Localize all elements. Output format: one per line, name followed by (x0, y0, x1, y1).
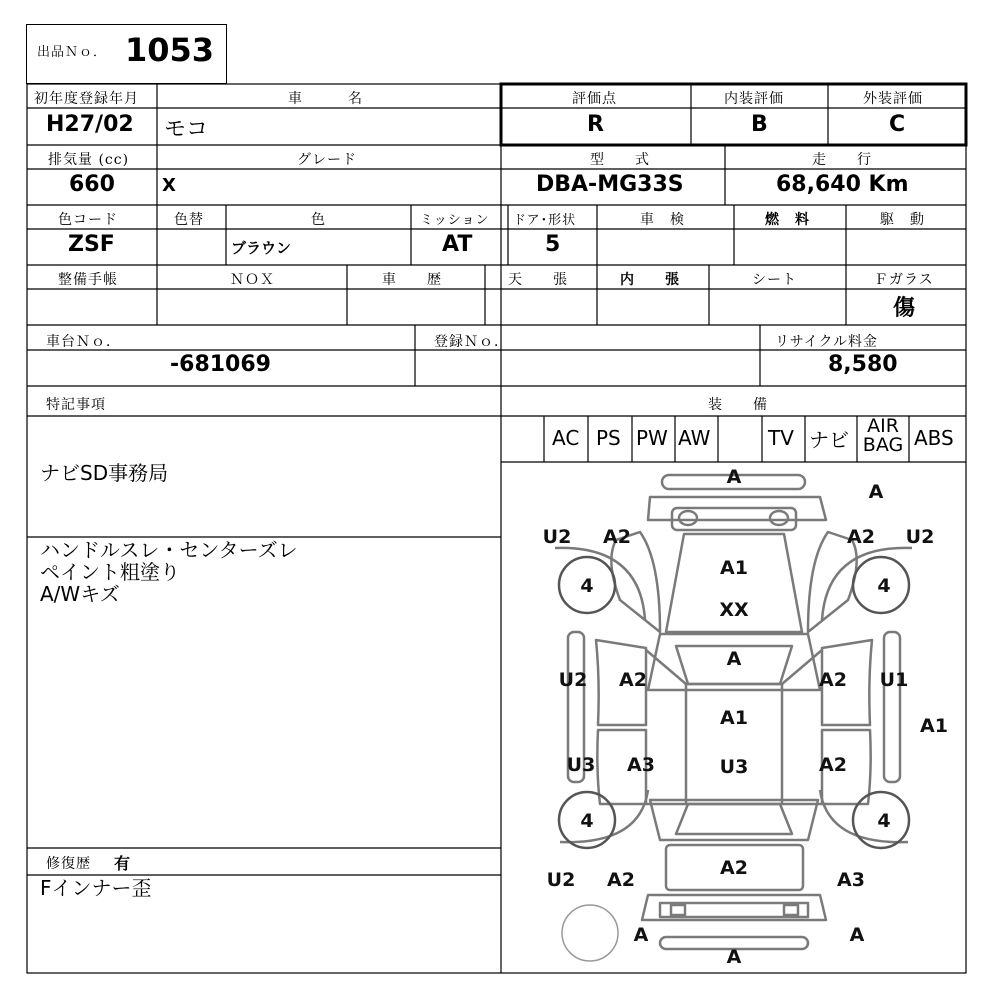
mark-rr-door-a: A2 (819, 754, 847, 776)
equipment-aw: AW (678, 426, 711, 450)
repair-label: 修復歴 (46, 856, 91, 872)
mark-rear-u: U2 (546, 869, 576, 891)
mark-rear-a: A2 (607, 869, 635, 891)
notes-line-2: ペイント粗塗り (40, 560, 180, 584)
exterior-value: C (889, 112, 906, 137)
recycle-label: リサイクル料金 (775, 334, 879, 350)
mark-fl-tire: 4 (580, 575, 594, 597)
inspection-label: 車 検 (640, 212, 685, 228)
mark-hood-a: A1 (720, 557, 748, 579)
mark-trunk: A2 (720, 857, 748, 879)
maintenance-label: 整備手帳 (58, 272, 118, 288)
door-label: ドア･形状 (513, 213, 577, 228)
repair-note: Fインナー歪 (40, 876, 152, 900)
lot-number: 1053 (125, 31, 215, 69)
color-code-label: 色コード (58, 212, 118, 228)
mark-roof: A1 (720, 707, 748, 729)
mark-roof-u: U3 (719, 756, 749, 778)
recycle-value: 8,580 (828, 352, 898, 377)
mark-rear-left: A (633, 924, 649, 946)
chassis-value: -681069 (170, 352, 271, 377)
seat-label: シート (752, 272, 797, 288)
equipment-ac: AC (552, 426, 580, 450)
mark-rr-quarter: A3 (837, 869, 865, 891)
notes-label: 特記事項 (46, 397, 106, 413)
mileage-value: 68,640 Km (776, 172, 909, 197)
drive-label: 駆 動 (880, 212, 925, 228)
repair-value: 有 (114, 854, 131, 873)
car-name-value: モコ (164, 117, 209, 142)
score-value: R (587, 112, 604, 137)
equipment-tv: TV (768, 426, 794, 450)
notes-line-1: ハンドルスレ・センターズレ (40, 538, 298, 562)
mark-fr-door-u: U1 (879, 669, 909, 691)
equipment-pw: PW (636, 426, 668, 450)
color-code-value: ZSF (68, 232, 115, 257)
mark-rear-bottom: A (726, 946, 742, 968)
fglass-label: Ｆガラス (874, 272, 934, 288)
fglass-value: 傷 (893, 295, 916, 321)
lot-label: 出品Ｎｏ． (37, 45, 108, 60)
interior-trim-label: 内 張 (620, 272, 680, 288)
mark-rl-door-a: A3 (627, 754, 655, 776)
equipment-abs: ABS (914, 426, 954, 450)
notes-line1: ナビSD事務局 (40, 461, 169, 485)
chassis-label: 車台Ｎｏ． (46, 334, 121, 350)
mark-fr-tire: 4 (877, 575, 891, 597)
mark-fl-fender-u: U2 (542, 526, 572, 548)
reg-year-label: 初年度登録年月 (34, 91, 139, 107)
color-value: ブラウン (231, 239, 292, 257)
mark-fr-fender-a: A2 (847, 526, 875, 548)
mark-windshield: A (726, 648, 742, 670)
mark-hood-x: XX (719, 599, 749, 621)
grade-value: X (162, 175, 176, 196)
mission-value: AT (442, 232, 473, 257)
mark-right-side: A1 (920, 715, 948, 737)
exterior-label: 外装評価 (863, 91, 923, 107)
color-change-label: 色替 (174, 212, 204, 228)
mission-label: ミッション (420, 213, 490, 228)
equipment-ps: PS (596, 426, 621, 450)
sunroof-label: 天 張 (508, 272, 568, 288)
mark-front-top: A (726, 466, 742, 488)
score-label: 評価点 (572, 91, 617, 107)
mark-front-corner: A (868, 481, 884, 503)
displacement-label: 排気量 (cc) (48, 152, 130, 168)
mark-rl-door-u: U3 (566, 754, 596, 776)
color-label: 色 (311, 212, 326, 228)
mileage-label: 走 行 (812, 152, 872, 168)
equipment-navi: ナビ (809, 428, 849, 452)
interior-value: B (751, 112, 768, 137)
mark-fr-door-a: A2 (819, 669, 847, 691)
displacement-value: 660 (69, 172, 115, 197)
mark-fr-fender-u: U2 (905, 526, 935, 548)
mark-fl-door-u: U2 (558, 669, 588, 691)
grade-label: グレード (297, 152, 357, 168)
history-label: 車 歴 (382, 272, 442, 288)
mark-rear-right: A (849, 924, 865, 946)
equipment-airbag: AIR BAG (862, 415, 904, 456)
nox-label: ＮＯＸ (230, 272, 275, 288)
door-value: 5 (545, 232, 561, 257)
notes-line-3: A/Wキズ (40, 582, 120, 606)
mark-rr-tire: 4 (877, 810, 891, 832)
model-value: DBA-MG33S (536, 172, 684, 197)
reg-no-label: 登録Ｎｏ． (434, 334, 509, 350)
model-label: 型 式 (590, 152, 650, 168)
reg-year-value: H27/02 (46, 112, 134, 137)
mark-fl-fender-a: A2 (603, 526, 631, 548)
car-name-label: 車 名 (288, 91, 363, 107)
interior-label: 内装評価 (724, 91, 784, 107)
equipment-label: 装 備 (708, 397, 768, 413)
mark-fl-door-a: A2 (619, 669, 647, 691)
mark-rl-tire: 4 (580, 810, 594, 832)
fuel-label: 燃 料 (765, 212, 810, 228)
